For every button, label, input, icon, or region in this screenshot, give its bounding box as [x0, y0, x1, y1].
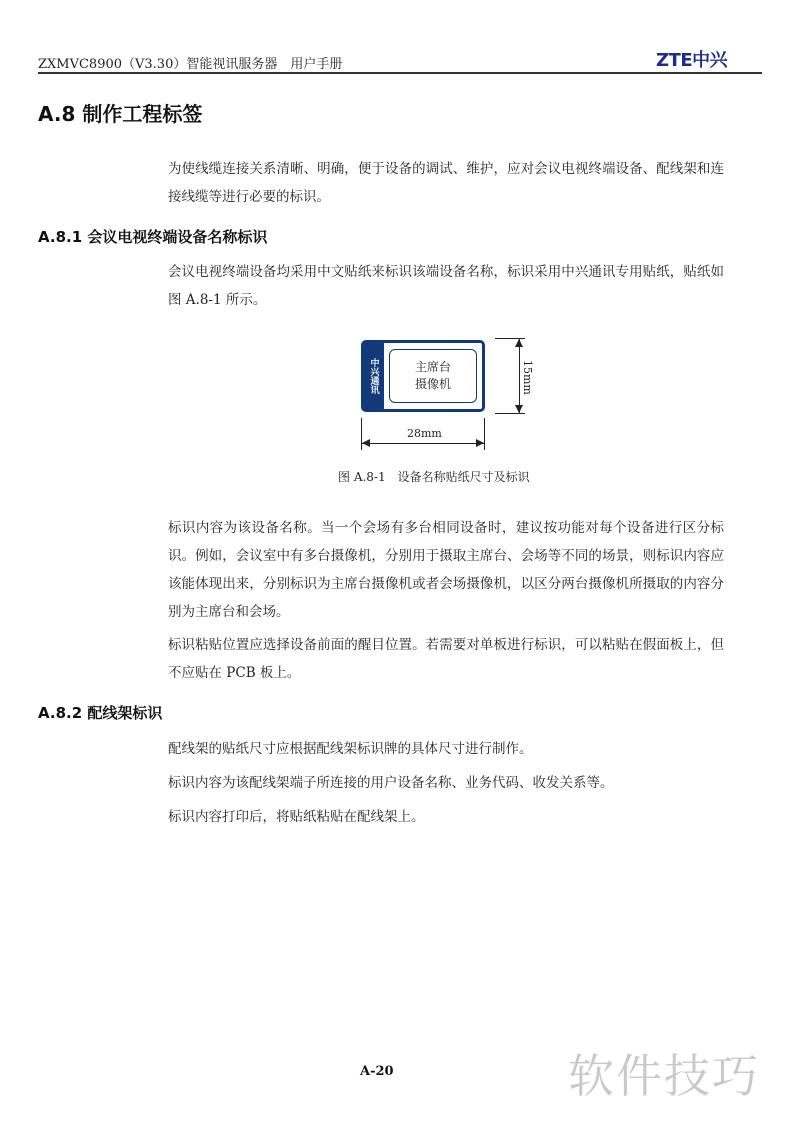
sticker-figure	[355, 330, 555, 455]
width-dimension-label: 28mm	[407, 427, 442, 440]
sticker-logo-strip: 中兴通讯	[364, 343, 384, 409]
subsection-a81-paragraph-3: 标识粘贴位置应选择设备前面的醒目位置。若需要对单板进行标识，可以粘贴在假面板上，但不应贴在 PCB 板上。	[168, 637, 724, 681]
width-dimension-line	[361, 443, 485, 444]
width-dimension-arrow-right	[476, 439, 484, 447]
subsection-a81-paragraph-2: 标识内容为该设备名称。当一个会场有多台相同设备时，建议按功能对每个设备进行区分标识。例如，会议室中有多台摄像机，分别用于摄取主席台、会场等不同的场景，则标识内容应该能体现出来，分别标识为主席台摄像机或者会场摄像机，以区分两台摄像机所摄取的内容分别为主席台和会场。	[168, 520, 724, 620]
height-dimension-line	[519, 338, 520, 414]
sticker-label-box	[389, 349, 477, 403]
subsection-heading-a81: A.8.1 会议电视终端设备名称标识	[38, 228, 268, 246]
height-dimension-arrow-bottom	[515, 405, 523, 413]
header-rule	[38, 72, 762, 74]
height-dimension-tick-bottom	[495, 413, 525, 414]
subsection-a82-paragraph-2: 标识内容为该配线架端子所连接的用户设备名称、业务代码、收发关系等。	[168, 775, 614, 791]
page-number: A-20	[360, 1064, 394, 1079]
height-dimension-arrow-top	[515, 339, 523, 347]
width-dimension-arrow-left	[362, 439, 370, 447]
height-dimension-label: 15mm	[521, 360, 534, 395]
zte-logo: ZTE中兴	[656, 50, 728, 71]
subsection-a82-paragraph-3: 标识内容打印后，将贴纸粘贴在配线架上。	[168, 809, 425, 825]
section-heading: A.8 制作工程标签	[38, 102, 203, 126]
subsection-heading-a82: A.8.2 配线架标识	[38, 704, 163, 722]
sticker	[361, 340, 485, 412]
width-dimension-tick-right	[484, 418, 485, 450]
subsection-a82-paragraph-1: 配线架的贴纸尺寸应根据配线架标识牌的具体尺寸进行制作。	[168, 741, 533, 757]
watermark: 软件技巧	[568, 1049, 760, 1103]
section-intro-paragraph: 为使线缆连接关系清晰、明确，便于设备的调试、维护，应对会议电视终端设备、配线架和连接线缆等进行必要的标识。	[168, 161, 724, 205]
sticker-label-line-2: 摄像机	[414, 377, 451, 391]
page-header-title: ZXMVC8900（V3.30）智能视讯服务器 用户手册	[38, 57, 343, 72]
sticker-label-line-1: 主席台	[414, 360, 451, 374]
figure-caption: 图 A.8-1 设备名称贴纸尺寸及标识	[338, 470, 530, 484]
subsection-a81-paragraph-1: 会议电视终端设备均采用中文贴纸来标识该端设备名称，标识采用中兴通讯专用贴纸，贴纸如图 A.8-1 所示。	[168, 264, 724, 308]
